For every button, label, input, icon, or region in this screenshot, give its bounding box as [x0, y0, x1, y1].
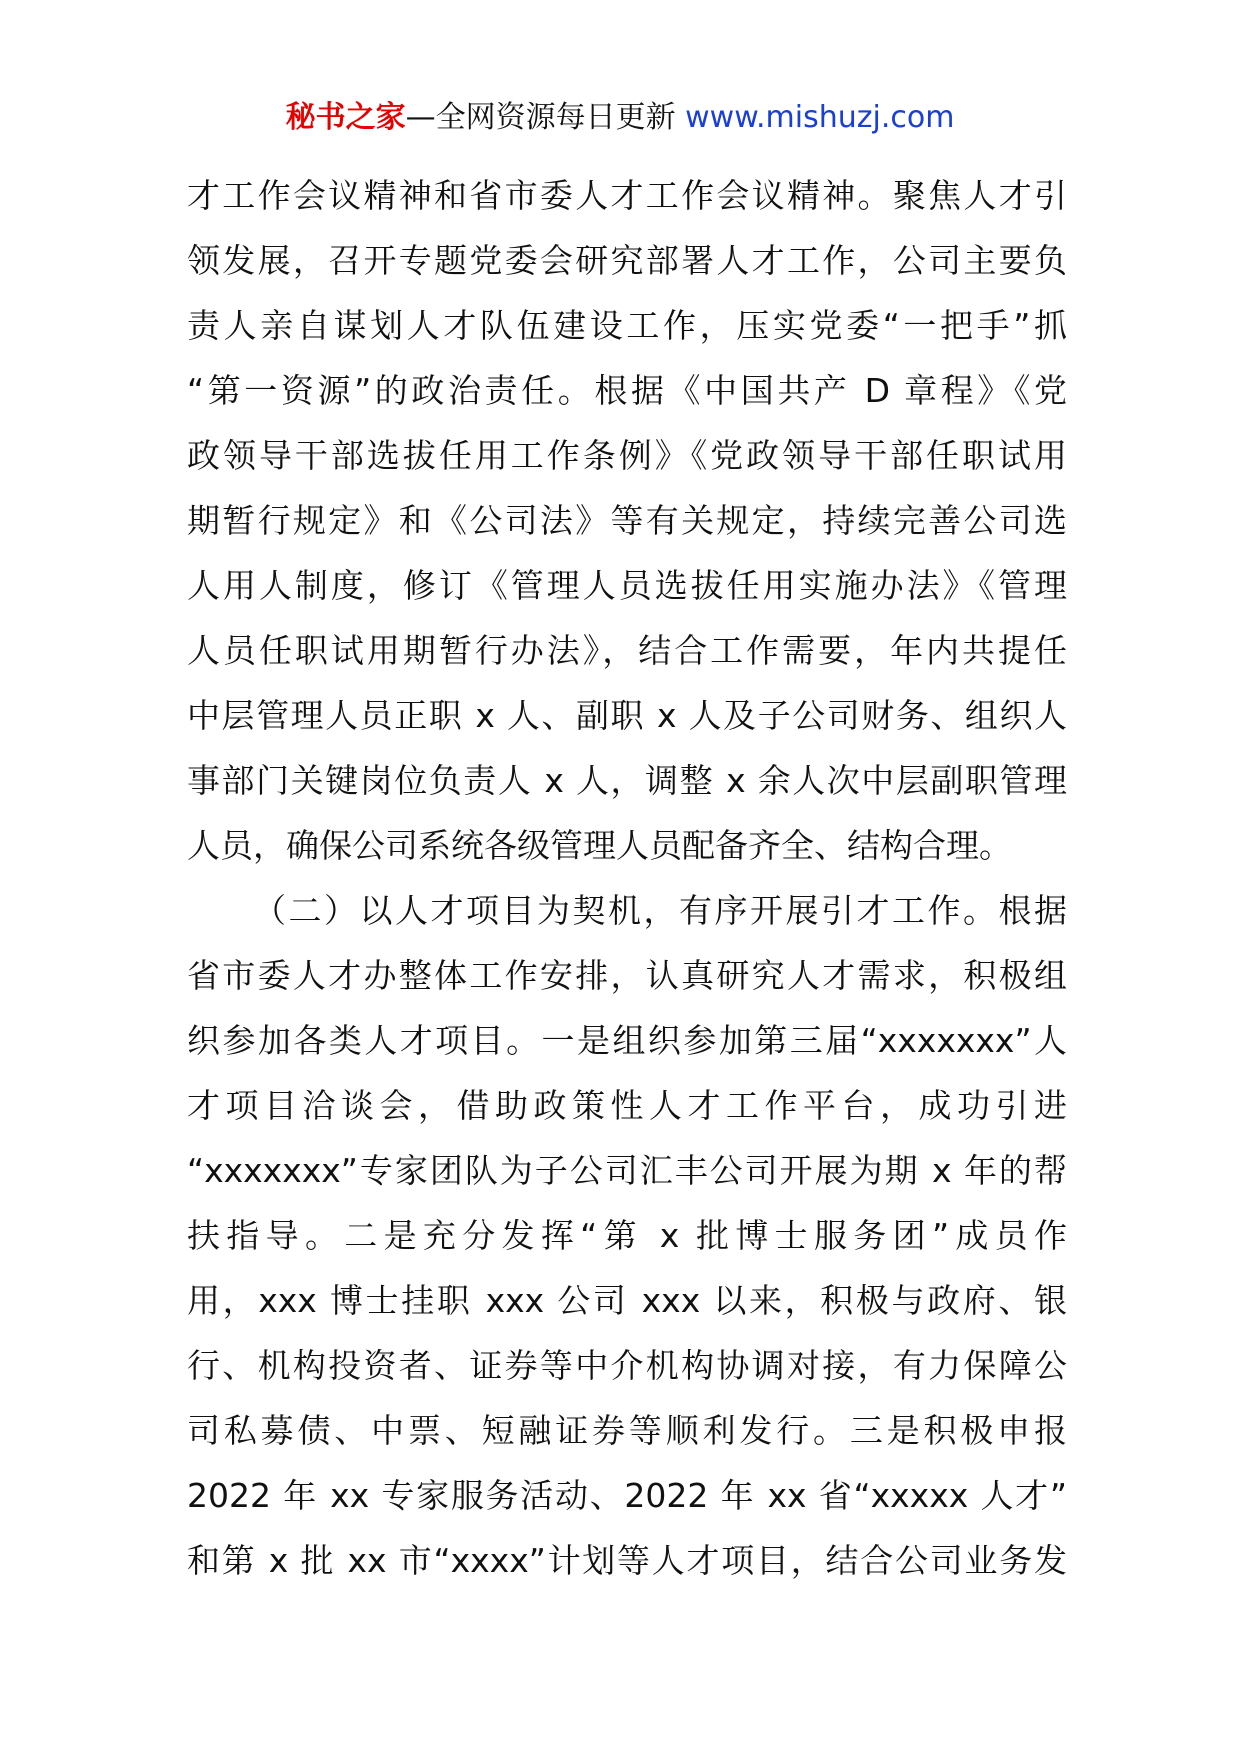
site-tagline: —全网资源每日更新	[405, 100, 676, 135]
text-line: “xxxxxxx”专家团队为子公司汇丰公司开展为期 x 年的帮	[187, 1151, 1067, 1190]
text-line: “第一资源”的政治责任。根据《中国共产 D 章程》《党	[187, 371, 1067, 410]
page-header	[0, 98, 1240, 138]
section-heading-line: （二）以人才项目为契机，有序开展引才工作。根据	[253, 891, 1067, 930]
site-brand: 秘书之家	[285, 100, 406, 135]
text-line: 和第 x 批 xx 市“xxxx”计划等人才项目，结合公司业务发	[187, 1541, 1067, 1580]
paragraph-end-line: 人员，确保公司系统各级管理人员配备齐全、结构合理。	[187, 826, 1012, 865]
text-line: 才项目洽谈会，借助政策性人才工作平台，成功引进	[187, 1086, 1067, 1125]
text-line: 省市委人才办整体工作安排，认真研究人才需求，积极组	[187, 956, 1067, 995]
text-line: 事部门关键岗位负责人 x 人，调整 x 余人次中层副职管理	[187, 761, 1067, 800]
text-line: 才工作会议精神和省市委人才工作会议精神。聚焦人才引	[187, 176, 1067, 215]
document-body	[187, 163, 1067, 1593]
text-line: 责人亲自谋划人才队伍建设工作，压实党委“一把手”抓	[187, 306, 1067, 345]
text-line: 用，xxx 博士挂职 xxx 公司 xxx 以来，积极与政府、银	[187, 1281, 1067, 1320]
text-line: 期暂行规定》和《公司法》等有关规定，持续完善公司选	[187, 501, 1067, 540]
text-line: 司私募债、中票、短融证券等顺利发行。三是积极申报	[187, 1411, 1067, 1450]
text-line: 织参加各类人才项目。一是组织参加第三届“xxxxxxx”人	[187, 1021, 1067, 1060]
text-line: 政领导干部选拔任用工作条例》《党政领导干部任职试用	[187, 436, 1067, 475]
text-line: 中层管理人员正职 x 人、副职 x 人及子公司财务、组织人	[187, 696, 1067, 735]
site-url-link[interactable]: www.mishuzj.com	[685, 100, 955, 135]
text-line: 人用人制度，修订《管理人员选拔任用实施办法》《管理	[187, 566, 1067, 605]
text-line: 领发展，召开专题党委会研究部署人才工作，公司主要负	[187, 241, 1067, 280]
text-line: 行、机构投资者、证券等中介机构协调对接，有力保障公	[187, 1346, 1067, 1385]
text-line: 人员任职试用期暂行办法》，结合工作需要，年内共提任	[187, 631, 1067, 670]
text-line: 2022 年 xx 专家服务活动、2022 年 xx 省“xxxxx 人才”	[187, 1476, 1067, 1515]
text-line: 扶指导。二是充分发挥“第 x 批博士服务团”成员作	[187, 1216, 1067, 1255]
